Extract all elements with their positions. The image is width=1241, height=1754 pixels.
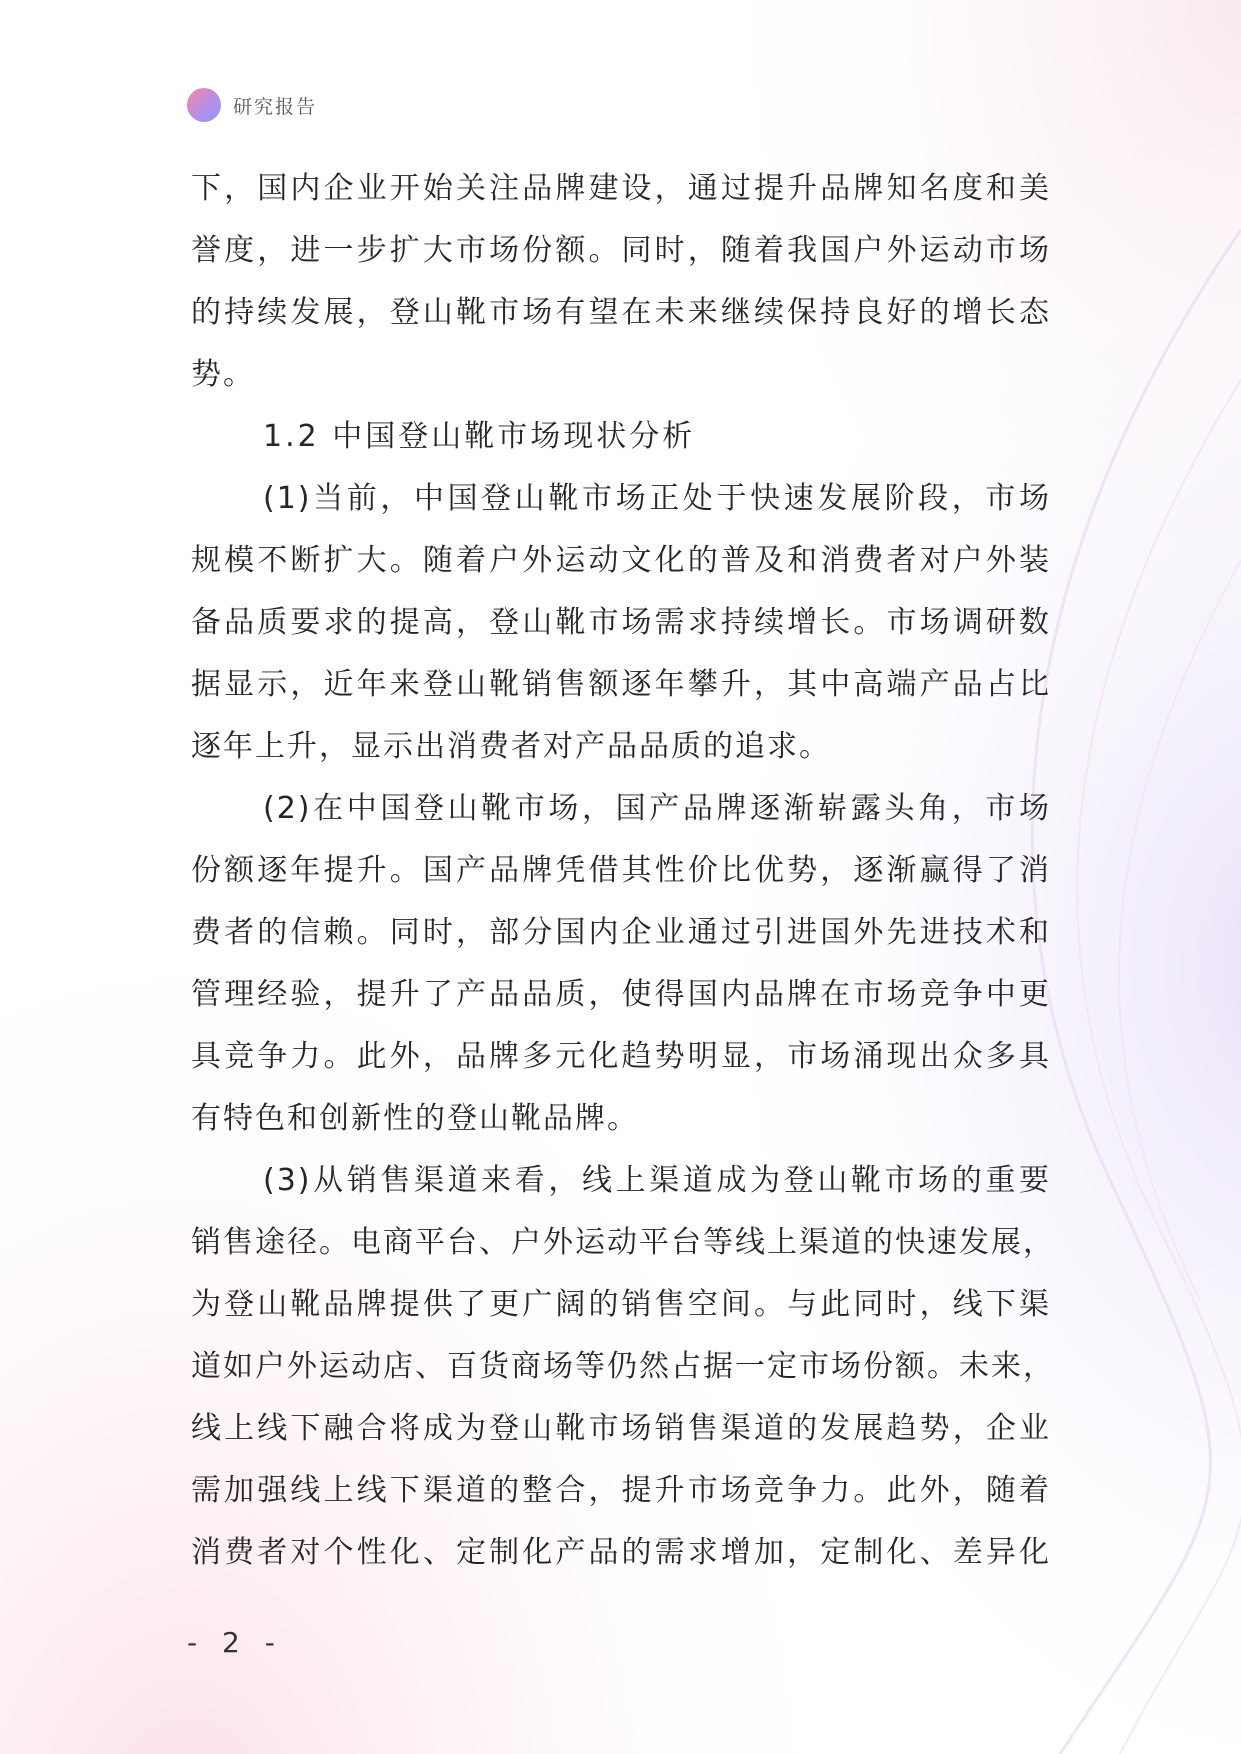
document-body: [191, 158, 1055, 1584]
page-number: - 2 -: [187, 1626, 283, 1659]
paragraph: [191, 1150, 1055, 1584]
paragraph-line: (1)当前，中国登山靴市场正处于快速发展阶段，市场: [263, 481, 1051, 516]
paragraph-line: 消费者对个性化、定制化产品的需求增加，定制化、差异化: [191, 1535, 1051, 1570]
paragraph-line: 具竞争力。此外，品牌多元化趋势明显，市场涌现出众多具: [191, 1039, 1051, 1074]
paragraph-line: 份额逐年提升。国产品牌凭借其性价比优势，逐渐赢得了消: [191, 853, 1051, 888]
paragraph-line: 的持续发展，登山靴市场有望在未来继续保持良好的增长态: [191, 295, 1051, 330]
paragraph-line: (3)从销售渠道来看，线上渠道成为登山靴市场的重要: [263, 1163, 1051, 1198]
heading-text: 1.2 中国登山靴市场现状分析: [263, 419, 696, 454]
logo-circle-icon: [187, 88, 221, 122]
paragraph-line: 规模不断扩大。随着户外运动文化的普及和消费者对户外装: [191, 543, 1051, 578]
paragraph-line: 备品质要求的提高，登山靴市场需求持续增长。市场调研数: [191, 605, 1051, 640]
paragraph-line: 势。: [191, 357, 255, 392]
paragraph-line: 誉度，进一步扩大市场份额。同时，随着我国户外运动市场: [191, 233, 1051, 268]
paragraph-line: 逐年上升，显示出消费者对产品品质的追求。: [191, 729, 831, 764]
paragraph-line: (2)在中国登山靴市场，国产品牌逐渐崭露头角，市场: [263, 791, 1051, 826]
paragraph-line: 费者的信赖。同时，部分国内企业通过引进国外先进技术和: [191, 915, 1051, 950]
paragraph-line: 管理经验，提升了产品品质，使得国内品牌在市场竞争中更: [191, 977, 1051, 1012]
paragraph: [191, 468, 1051, 778]
paragraph: [191, 778, 1051, 1150]
header-label: 研究报告: [233, 95, 318, 118]
section-heading: [191, 406, 1051, 468]
report-header: [187, 88, 317, 122]
paragraph-line: 有特色和创新性的登山靴品牌。: [191, 1101, 639, 1136]
paragraph-line: 需加强线上线下渠道的整合，提升市场竞争力。此外，随着: [191, 1473, 1051, 1508]
paragraph: [191, 158, 1051, 406]
paragraph-line: 销售途径。电商平台、户外运动平台等线上渠道的快速发展，: [191, 1225, 1055, 1260]
paragraph-line: 道如户外运动店、百货商场等仍然占据一定市场份额。未来，: [191, 1349, 1055, 1384]
paragraph-line: 据显示，近年来登山靴销售额逐年攀升，其中高端产品占比: [191, 667, 1051, 702]
paragraph-line: 下，国内企业开始关注品牌建设，通过提升品牌知名度和美: [191, 171, 1051, 206]
paragraph-line: 线上线下融合将成为登山靴市场销售渠道的发展趋势，企业: [191, 1411, 1051, 1446]
paragraph-line: 为登山靴品牌提供了更广阔的销售空间。与此同时，线下渠: [191, 1287, 1051, 1322]
